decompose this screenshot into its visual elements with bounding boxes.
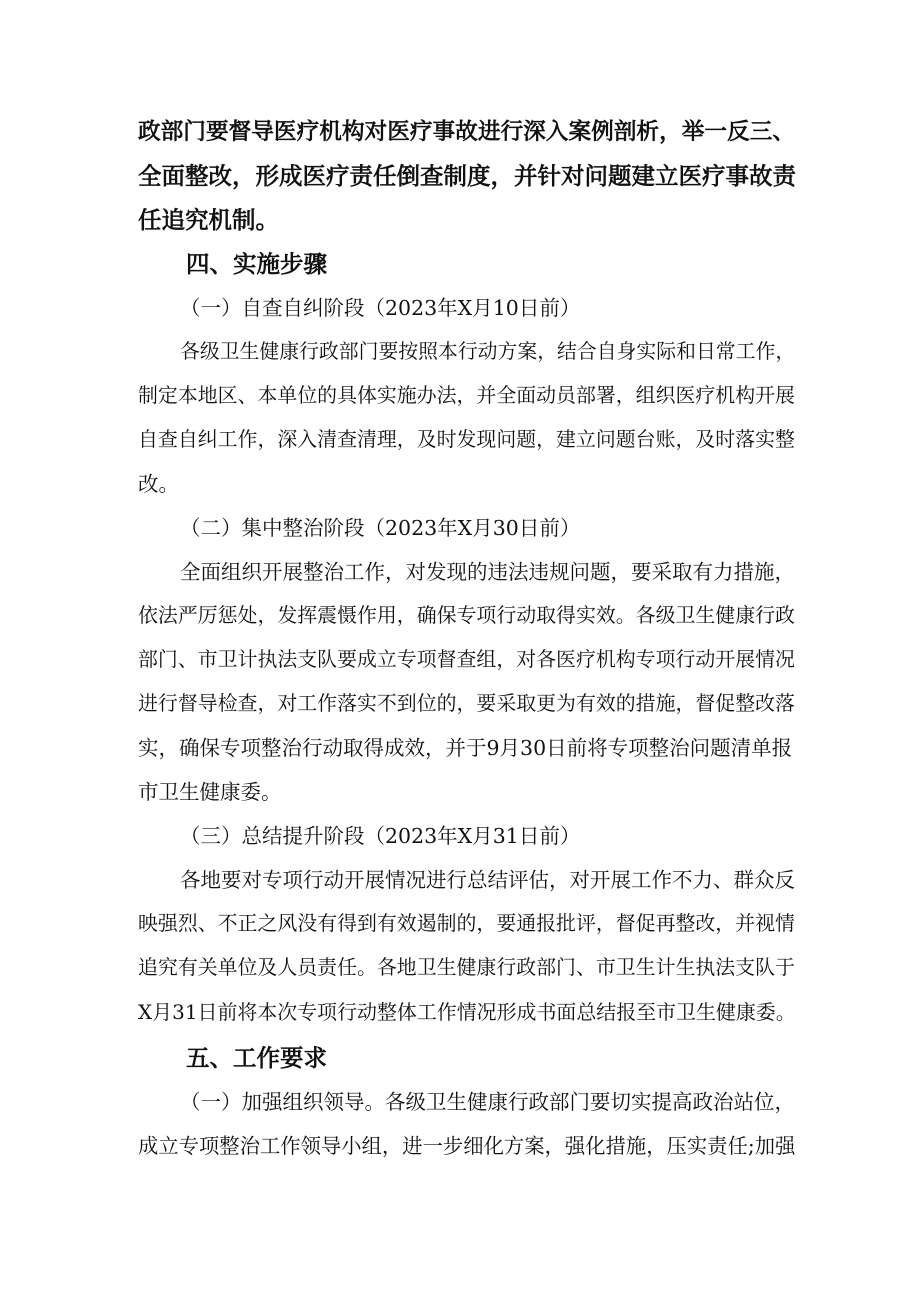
body-line: 市卫生健康委。 bbox=[138, 780, 282, 804]
body-line: 追究有关单位及人员责任。各地卫生健康行政部门、市卫生计生执法支队于 bbox=[138, 956, 795, 979]
body-line: 自查自纠工作，深入清查清理，及时发现问题，建立问题台账，及时落实整 bbox=[138, 428, 795, 451]
body-line: 进行督导检查，对工作落实不到位的，要采取更为有效的措施，督促整改落 bbox=[138, 692, 795, 715]
body-line: 实，确保专项整治行动取得成效，并于9月30日前将专项整治问题清单报 bbox=[138, 736, 793, 760]
section-heading: 五、工作要求 bbox=[186, 1044, 327, 1072]
section-heading: 四、实施步骤 bbox=[186, 250, 327, 278]
body-line: 映强烈、不正之风没有得到有效遏制的，要通报批评，督促再整改，并视情 bbox=[138, 912, 795, 935]
body-line: 全面组织开展整治工作，对发现的违法违规问题，要采取有力措施， bbox=[180, 560, 795, 584]
subsection-heading: （一）自查自纠阶段（2023年X月10日前） bbox=[180, 296, 581, 320]
body-line: 各地要对专项行动开展情况进行总结评估，对开展工作不力、群众反 bbox=[180, 868, 795, 892]
body-line: 部门、市卫计执法支队要成立专项督查组，对各医疗机构专项行动开展情况 bbox=[138, 648, 795, 671]
subsection-heading: （三）总结提升阶段（2023年X月31日前） bbox=[180, 824, 581, 848]
body-line: 全面整改，形成医疗责任倒查制度，并针对问题建立医疗事故责 bbox=[138, 162, 796, 190]
body-line: 改。 bbox=[138, 472, 179, 496]
body-line: 制定本地区、本单位的具体实施办法，并全面动员部署，组织医疗机构开展 bbox=[138, 384, 795, 407]
body-line: （一）加强组织领导。各级卫生健康行政部门要切实提高政治站位， bbox=[180, 1090, 795, 1114]
body-line: 成立专项整治工作领导小组，进一步细化方案，强化措施，压实责任;加强 bbox=[138, 1134, 796, 1158]
body-line: 依法严厉惩处，发挥震慑作用，确保专项行动取得实效。各级卫生健康行政 bbox=[138, 604, 795, 627]
body-line: 任追究机制。 bbox=[138, 206, 279, 234]
body-line: 各级卫生健康行政部门要按照本行动方案，结合自身实际和日常工作， bbox=[180, 340, 796, 363]
body-line: X月31日前将本次专项行动整体工作情况形成书面总结报至市卫生健康委。 bbox=[138, 1000, 796, 1024]
subsection-heading: （二）集中整治阶段（2023年X月30日前） bbox=[180, 516, 581, 540]
body-line: 政部门要督导医疗机构对医疗事故进行深入案例剖析，举一反三、 bbox=[138, 119, 796, 145]
